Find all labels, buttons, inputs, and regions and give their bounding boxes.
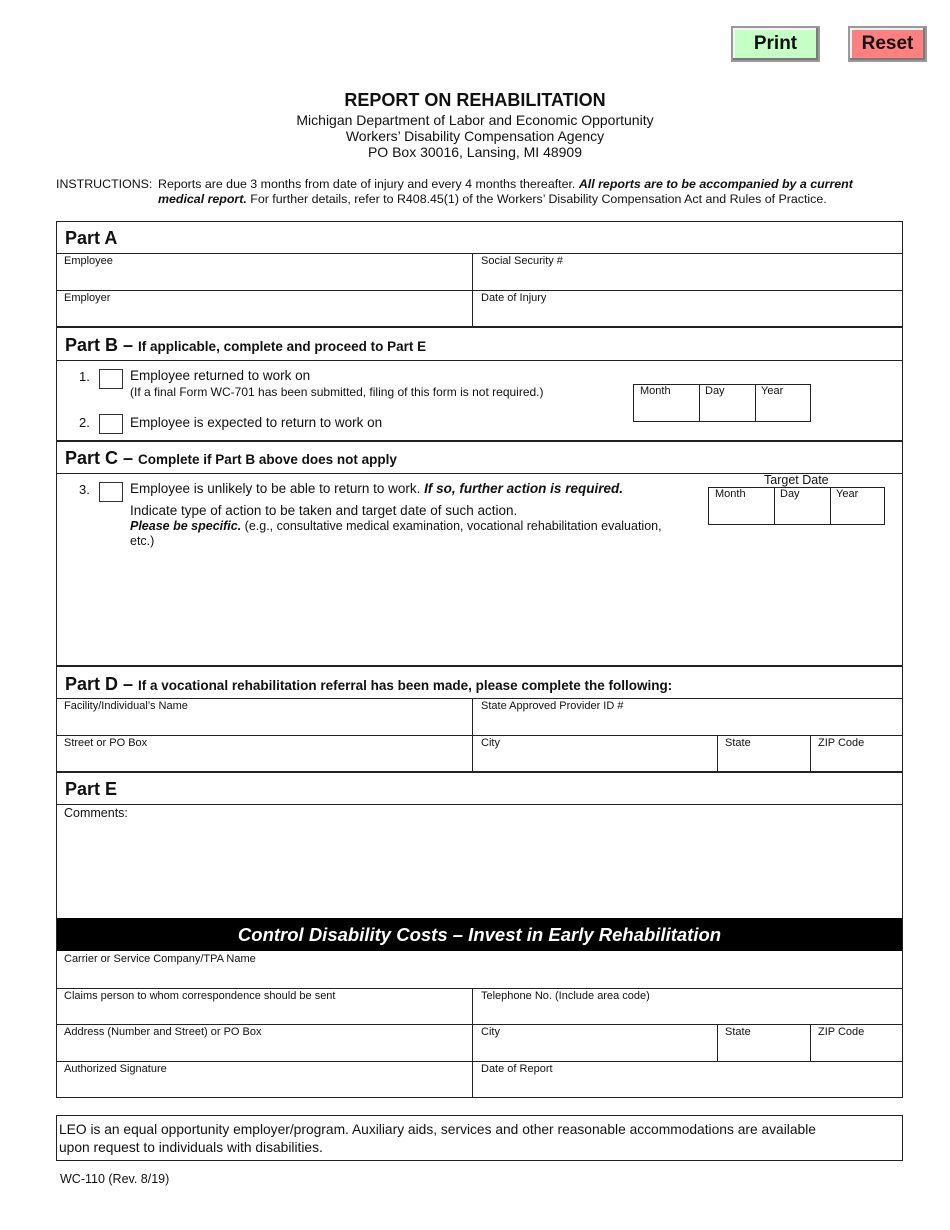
return-day-input[interactable] xyxy=(701,399,753,419)
carrier-zip-field[interactable] xyxy=(812,1037,902,1060)
ssn-label: Social Security # xyxy=(481,255,563,267)
specific-instructions: Please be specific. (e.g., consultative medical examination, vocational rehabilitation evaluation, xyxy=(130,519,662,533)
carrier-state-field[interactable] xyxy=(719,1037,809,1060)
carrier-address-label: Address (Number and Street) or PO Box xyxy=(64,1026,262,1038)
instructions-text-2: For further details, refer to R408.45(1) of the Workers’ Disability Compensation Act and Rules of Practice. xyxy=(250,192,827,206)
part-c-subheading: Complete if Part B above does not apply xyxy=(138,452,397,467)
instructions-text-1: Reports are due 3 months from date of injury and every 4 months thereafter. xyxy=(158,177,576,191)
unlikely-return-label: Employee is unlikely to be able to return to work. If so, further action is required. xyxy=(130,481,623,496)
part-e-heading: Part E xyxy=(65,779,118,799)
signature-field[interactable] xyxy=(57,1074,471,1097)
employee-field[interactable] xyxy=(57,266,471,289)
expected-return-checkbox[interactable] xyxy=(99,414,123,434)
carrier-zip-label: ZIP Code xyxy=(818,1026,865,1038)
target-day-label: Day xyxy=(780,488,800,500)
zip-label: ZIP Code xyxy=(818,737,865,749)
telephone-field[interactable] xyxy=(474,1001,902,1024)
employer-field[interactable] xyxy=(57,303,471,326)
street-field[interactable] xyxy=(57,748,471,771)
expected-return-label: Employee is expected to return to work on xyxy=(130,415,383,430)
part-b-heading: Part B – If applicable, complete and proceed to Part E xyxy=(65,335,427,355)
action-description-field[interactable] xyxy=(130,552,890,660)
specific-instructions-etc: etc.) xyxy=(130,534,155,548)
employee-label: Employee xyxy=(64,255,113,267)
instructions-bold: All reports are to be accompanied by a current medical report. xyxy=(158,177,853,206)
return-year-input[interactable] xyxy=(757,399,809,419)
target-month-input[interactable] xyxy=(710,502,772,522)
state-label: State xyxy=(725,737,751,749)
employer-label: Employer xyxy=(64,292,111,304)
indicate-action-label: Indicate type of action to be taken and target date of such action. xyxy=(130,503,518,518)
item-1-number: 1. xyxy=(79,369,90,384)
target-day-input[interactable] xyxy=(776,502,828,522)
telephone-label: Telephone No. (Include area code) xyxy=(481,990,650,1002)
agency-department: Michigan Department of Labor and Economic Opportunity xyxy=(296,112,654,128)
wc701-note: (If a final Form WC-701 has been submitted, filing of this form is not required.) xyxy=(130,385,544,399)
item-3-number: 3. xyxy=(79,482,90,497)
return-month-input[interactable] xyxy=(635,399,697,419)
street-label: Street or PO Box xyxy=(64,737,148,749)
return-day-label: Day xyxy=(705,385,725,397)
target-date-label: Target Date xyxy=(764,473,829,487)
form-title: REPORT ON REHABILITATION xyxy=(344,90,606,110)
city-field[interactable] xyxy=(474,748,716,771)
rehabilitation-banner: Control Disability Costs – Invest in Early Rehabilitation xyxy=(57,918,902,951)
target-month-label: Month xyxy=(715,488,746,500)
print-button[interactable]: Print xyxy=(731,26,820,62)
facility-name-label: Facility/Individual’s Name xyxy=(64,700,188,712)
claims-person-field[interactable] xyxy=(57,1001,471,1024)
comments-label: Comments: xyxy=(64,806,128,820)
carrier-address-field[interactable] xyxy=(57,1037,471,1060)
state-field[interactable] xyxy=(719,748,809,771)
returned-to-work-label: Employee returned to work on xyxy=(130,368,311,383)
target-year-input[interactable] xyxy=(832,502,884,522)
part-b-subheading: If applicable, complete and proceed to Part E xyxy=(138,339,427,354)
instructions xyxy=(56,177,896,207)
date-of-injury-label: Date of Injury xyxy=(481,292,547,304)
facility-name-field[interactable] xyxy=(57,711,471,734)
reset-button[interactable]: Reset xyxy=(848,26,927,62)
date-of-report-field[interactable] xyxy=(474,1074,902,1097)
ssn-field[interactable] xyxy=(474,266,902,289)
eeo-line-2: upon request to individuals with disabilities. xyxy=(59,1140,323,1155)
return-month-label: Month xyxy=(640,385,671,397)
comments-field[interactable] xyxy=(57,822,902,916)
agency-address: PO Box 30016, Lansing, MI 48909 xyxy=(367,144,583,160)
agency-name: Workers’ Disability Compensation Agency xyxy=(345,128,605,144)
carrier-name-field[interactable] xyxy=(57,964,902,987)
date-of-injury-field[interactable] xyxy=(474,303,902,326)
zip-field[interactable] xyxy=(812,748,902,771)
part-d-heading: Part D – If a vocational rehabilitation referral has been made, please complete the following: xyxy=(65,674,673,694)
target-date-box xyxy=(708,487,885,525)
carrier-city-label: City xyxy=(481,1026,500,1038)
target-year-label: Year xyxy=(836,488,859,500)
further-action-note: If so, further action is required. xyxy=(424,481,623,496)
return-date-box xyxy=(633,384,811,422)
eeo-line-1: LEO is an equal opportunity employer/program. Auxiliary aids, services and other reasonable accommodations are available xyxy=(59,1122,816,1137)
form-number: WC-110 (Rev. 8/19) xyxy=(60,1172,170,1186)
return-year-label: Year xyxy=(761,385,784,397)
signature-label: Authorized Signature xyxy=(64,1063,167,1075)
provider-id-field[interactable] xyxy=(474,711,902,734)
unlikely-return-checkbox[interactable] xyxy=(99,482,123,502)
claims-person-label: Claims person to whom correspondence should be sent xyxy=(64,990,336,1002)
instructions-label: INSTRUCTIONS: xyxy=(56,177,153,191)
carrier-city-field[interactable] xyxy=(474,1037,716,1060)
carrier-state-label: State xyxy=(725,1026,751,1038)
part-d-subheading: If a vocational rehabilitation referral has been made, please complete the following: xyxy=(138,678,673,693)
city-label: City xyxy=(481,737,500,749)
provider-id-label: State Approved Provider ID # xyxy=(481,700,624,712)
eeo-statement xyxy=(56,1115,903,1161)
item-2-number: 2. xyxy=(79,415,90,430)
carrier-name-label: Carrier or Service Company/TPA Name xyxy=(64,953,256,965)
part-a-heading: Part A xyxy=(65,228,118,248)
returned-to-work-checkbox[interactable] xyxy=(99,369,123,389)
date-of-report-label: Date of Report xyxy=(481,1063,553,1075)
part-c-heading: Part C – Complete if Part B above does not apply xyxy=(65,448,397,468)
